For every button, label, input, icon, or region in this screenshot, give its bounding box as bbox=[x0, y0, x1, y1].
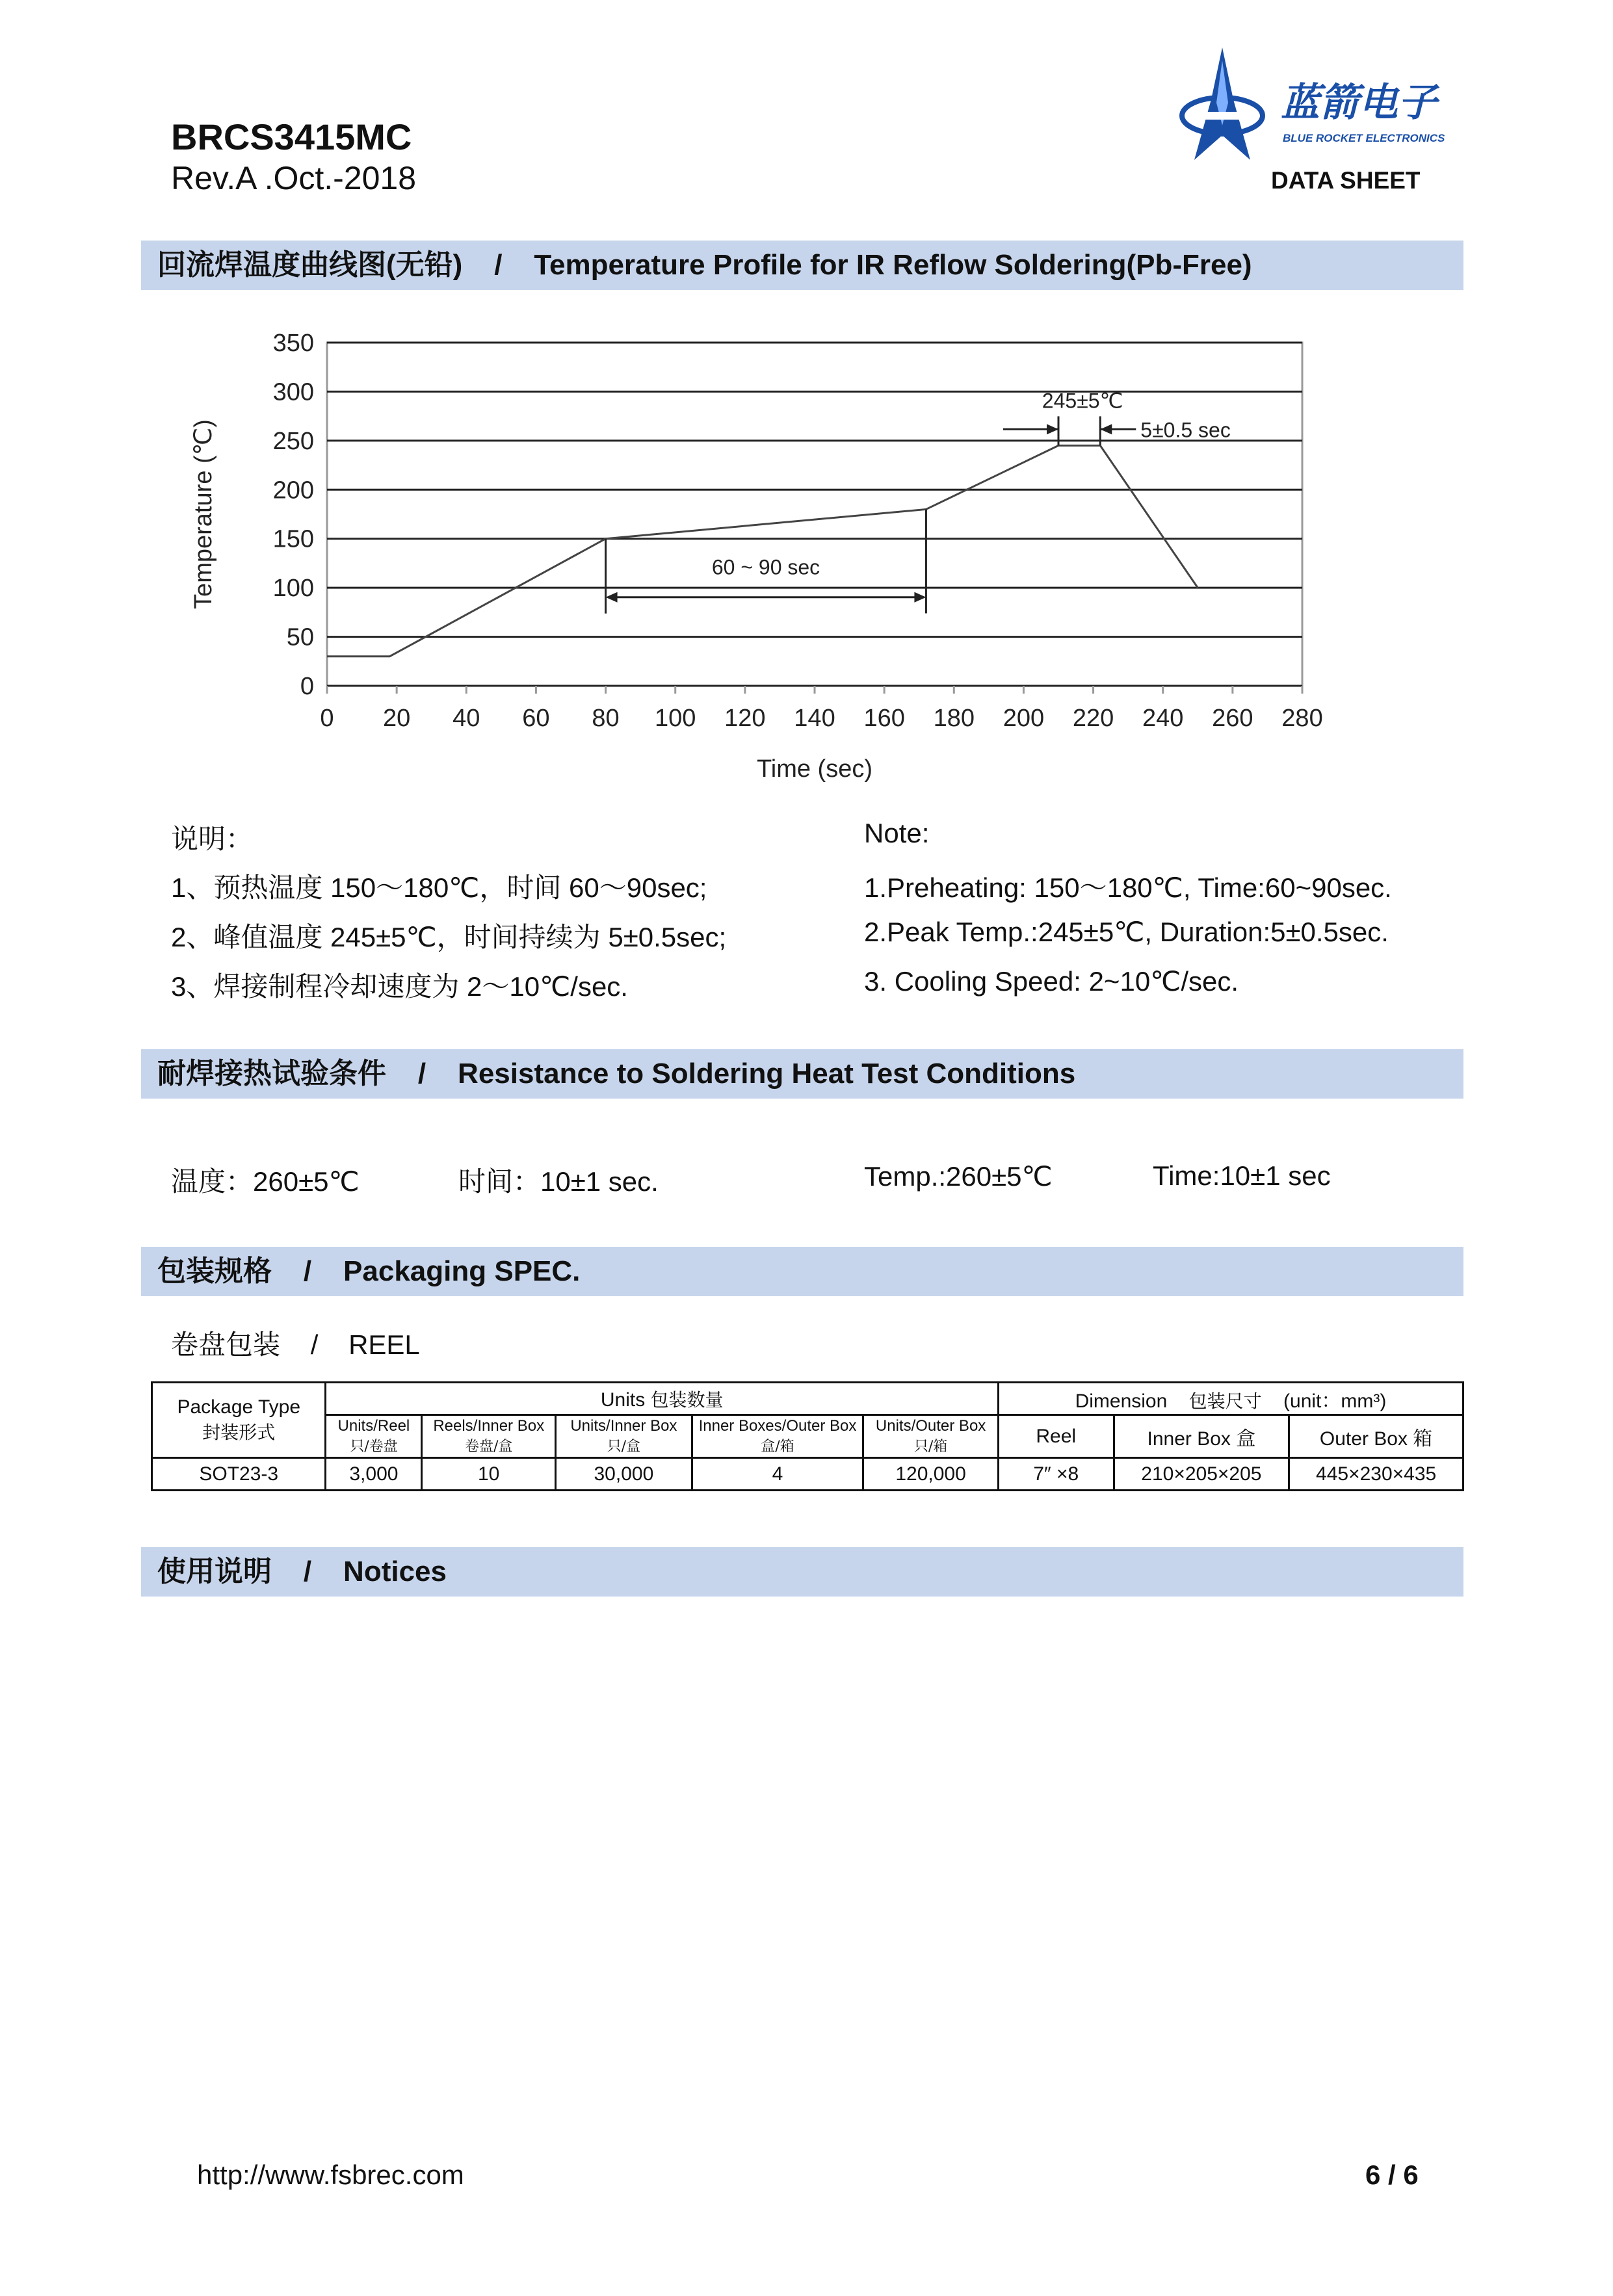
x-tick-label: 20 bbox=[383, 705, 411, 732]
y-tick-label: 0 bbox=[300, 673, 314, 700]
notes-cn-title: 说明： bbox=[171, 824, 254, 854]
section-separator: / bbox=[417, 1058, 426, 1089]
test-temp-cn: 温度：260±5℃ bbox=[171, 1166, 360, 1197]
packaging-table bbox=[151, 1381, 1464, 1491]
preheat-arrow-head-left bbox=[606, 592, 618, 603]
x-tick-label: 0 bbox=[320, 705, 334, 732]
col-units-reel: Units/Reel 只/卷盘 bbox=[326, 1415, 422, 1458]
y-tick-label: 150 bbox=[272, 525, 314, 553]
x-tick-label: 200 bbox=[1003, 705, 1045, 732]
table-header-row bbox=[152, 1383, 1463, 1415]
x-tick-label: 220 bbox=[1072, 705, 1114, 732]
test-time-cn: 时间：10±1 sec. bbox=[458, 1166, 659, 1197]
section-title-en: Notices bbox=[343, 1556, 447, 1587]
col-reel: Reel bbox=[998, 1415, 1114, 1458]
section-packaging bbox=[141, 1247, 1463, 1296]
notes-en-title: Note: bbox=[864, 818, 930, 848]
x-tick-label: 140 bbox=[794, 705, 835, 732]
col-outer-box: Outer Box 箱 bbox=[1289, 1415, 1463, 1458]
cell-inner-boxes-outer-box: 4 bbox=[692, 1458, 863, 1491]
notes-cn-1: 1、预热温度 150～180℃，时间 60～90sec; bbox=[171, 872, 707, 903]
y-tick-label: 300 bbox=[272, 378, 314, 406]
x-tick-label: 280 bbox=[1281, 705, 1323, 732]
logo-en: BLUE ROCKET ELECTRONICS bbox=[1283, 132, 1445, 144]
logo-cn: 蓝箭电子 bbox=[1281, 80, 1437, 125]
rocket-icon bbox=[1182, 47, 1263, 160]
section-title-en: Packaging SPEC. bbox=[343, 1255, 581, 1287]
notes-en-2: 2.Peak Temp.:245±5℃, Duration:5±0.5sec. bbox=[864, 917, 1389, 947]
section-title-cn: 回流焊温度曲线图(无铅) bbox=[157, 249, 463, 281]
table-subheader-row bbox=[152, 1415, 1463, 1458]
preheat-arrow-head-right bbox=[914, 592, 926, 603]
col-units-inner-box: Units/Inner Box 只/盒 bbox=[556, 1415, 692, 1458]
test-time-en: Time:10±1 sec bbox=[1153, 1160, 1331, 1191]
cell-units-inner-box: 30,000 bbox=[556, 1458, 692, 1491]
page-number: 6 / 6 bbox=[1365, 2159, 1419, 2190]
x-tick-label: 240 bbox=[1142, 705, 1184, 732]
x-tick-label: 160 bbox=[863, 705, 905, 732]
cell-units-reel: 3,000 bbox=[326, 1458, 422, 1491]
section-title-cn: 耐焊接热试验条件 bbox=[157, 1058, 386, 1089]
doc-type: DATA SHEET bbox=[1271, 167, 1421, 194]
x-tick-label: 180 bbox=[933, 705, 975, 732]
part-number: BRCS3415MC bbox=[171, 116, 412, 157]
section-title-en: Resistance to Soldering Heat Test Conditions bbox=[458, 1058, 1076, 1089]
section-notices bbox=[141, 1547, 1463, 1597]
notes-cn-2: 2、峰值温度 245±5℃，时间持续为 5±0.5sec; bbox=[171, 922, 727, 952]
x-tick-label: 40 bbox=[452, 705, 480, 732]
col-reels-inner-box: Reels/Inner Box 卷盘/盒 bbox=[422, 1415, 556, 1458]
section-separator: / bbox=[303, 1255, 312, 1287]
x-tick-label: 100 bbox=[655, 705, 696, 732]
col-units-outer-box: Units/Outer Box 只/箱 bbox=[863, 1415, 999, 1458]
notes-en-1: 1.Preheating: 150～180℃, Time:60~90sec. bbox=[864, 872, 1392, 903]
section-title-en: Temperature Profile for IR Reflow Soldering(Pb-Free) bbox=[534, 249, 1252, 281]
company-logo bbox=[1174, 44, 1473, 168]
notes-cn-3: 3、焊接制程冷却速度为 2～10℃/sec. bbox=[171, 971, 628, 1002]
x-tick-label: 120 bbox=[724, 705, 766, 732]
section-separator: / bbox=[303, 1556, 312, 1587]
cell-package: SOT23-3 bbox=[152, 1458, 326, 1491]
cell-reels-inner-box: 10 bbox=[422, 1458, 556, 1491]
x-tick-label: 80 bbox=[592, 705, 620, 732]
x-axis-label: Time (sec) bbox=[756, 755, 873, 783]
peak-arrow-right-head bbox=[1100, 424, 1112, 434]
test-temp-en: Temp.:260±5℃ bbox=[864, 1161, 1053, 1192]
section-soldering-heat bbox=[141, 1049, 1463, 1099]
x-tick-label: 260 bbox=[1212, 705, 1253, 732]
cell-reel: 7″ ×8 bbox=[998, 1458, 1114, 1491]
y-tick-label: 250 bbox=[272, 427, 314, 455]
section-title-cn: 包装规格 bbox=[157, 1255, 272, 1287]
section-temperature-profile bbox=[141, 241, 1463, 290]
header-units: Units 包装数量 bbox=[326, 1383, 998, 1415]
y-tick-label: 350 bbox=[272, 330, 314, 357]
notes-en-3: 3. Cooling Speed: 2~10℃/sec. bbox=[864, 966, 1239, 997]
x-tick-label: 60 bbox=[522, 705, 550, 732]
preheat-label: 60 ~ 90 sec bbox=[711, 555, 820, 579]
y-axis-label: Temperature (℃) bbox=[190, 419, 217, 609]
cell-units-outer-box: 120,000 bbox=[863, 1458, 999, 1491]
cell-inner-box: 210×205×205 bbox=[1114, 1458, 1289, 1491]
cell-outer-box: 445×230×435 bbox=[1289, 1458, 1463, 1491]
revision: Rev.A .Oct.-2018 bbox=[171, 160, 417, 196]
section-title-cn: 使用说明 bbox=[157, 1556, 272, 1587]
section-separator: / bbox=[494, 249, 503, 281]
col-inner-box: Inner Box 盒 bbox=[1114, 1415, 1289, 1458]
y-tick-label: 200 bbox=[272, 476, 314, 504]
header-dimension: Dimension 包装尺寸 (unit：mm³) bbox=[998, 1383, 1463, 1415]
y-tick-label: 100 bbox=[272, 575, 314, 603]
series-line bbox=[327, 445, 1198, 656]
header-package-type: Package Type 封装形式 bbox=[152, 1383, 326, 1458]
table-row bbox=[152, 1458, 1463, 1491]
peak-arrow-left-head bbox=[1047, 424, 1058, 434]
footer-url[interactable]: http://www.fsbrec.com bbox=[197, 2159, 464, 2190]
reel-label: 卷盘包装 / REEL bbox=[171, 1329, 420, 1360]
peak-time-label: 5±0.5 sec bbox=[1140, 418, 1231, 442]
plot-frame bbox=[327, 343, 1302, 686]
reflow-chart bbox=[189, 322, 1359, 803]
peak-temp-label: 245±5℃ bbox=[1042, 389, 1123, 413]
col-inner-boxes-outer-box: Inner Boxes/Outer Box 盒/箱 bbox=[692, 1415, 863, 1458]
y-tick-label: 50 bbox=[286, 623, 314, 651]
